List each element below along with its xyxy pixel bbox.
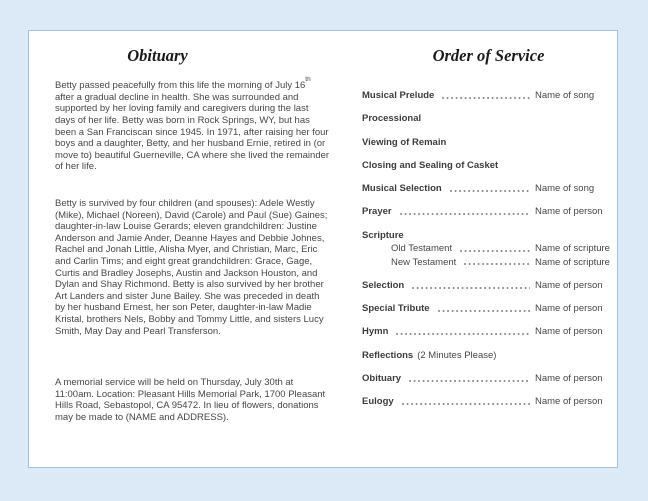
service-item-label: Musical Prelude <box>362 90 435 101</box>
date-superscript: th <box>305 76 311 83</box>
dotted-leader <box>396 332 530 336</box>
dotted-leader <box>464 262 530 266</box>
service-item <box>362 280 615 292</box>
service-item-value: Name of person <box>535 279 603 291</box>
service-item-value: Name of scripture <box>535 243 610 255</box>
service-item-value: Name of song <box>535 90 595 101</box>
dotted-leader <box>438 309 530 313</box>
service-item <box>362 137 615 149</box>
service-item-label: Closing and Sealing of Casket <box>362 159 499 171</box>
dotted-leader <box>460 249 530 253</box>
service-item <box>362 113 615 125</box>
service-item <box>362 160 615 172</box>
service-item-value: Name of person <box>535 373 603 385</box>
service-item <box>362 373 615 385</box>
obituary-paragraph-1 <box>55 77 331 173</box>
funeral-program-sheet <box>28 30 618 468</box>
order-of-service-heading: Order of Service <box>432 46 545 65</box>
obituary-paragraph-2: Betty is survived by four children (and spouses): Adele Westly (Mike), Michael (Noreen), David (Carole) and Paul (Sue) Gaines; daughter-in-law Louise Gerards; eleven grandchildren: Justine Anderson and Jamie Ander, Deanne Hayes and Debbie Johnes, Rachel and Jonah Little, Alisha Myer, and Christian, Marc, Eric and Carlin Tims; and eight great grandchildren: Grace, Gage, Curtis and Bradley Josephs, Austin and Jackson Houston, and Dylan and Shay Richmond. Betty is also survived by her brother Art Landers and sister June Bailey. She was preceded in death by her husband Ernest, her son Peter, daughter-in-law Madie Kristal, brothers Nels, Bobby and Tommy Little, and sisters Lucy Smith, May Day and Pearl Transferson. <box>55 198 328 337</box>
dotted-leader <box>409 379 530 383</box>
service-item <box>362 230 615 242</box>
dotted-leader <box>450 189 530 193</box>
service-item-value: Name of person <box>535 326 603 338</box>
service-item-label: Prayer <box>362 206 392 218</box>
service-item-label: New Testament <box>391 256 457 268</box>
service-item-label: Old Testament <box>391 243 453 255</box>
obituary-paragraph-1-text: Betty passed peacefully from this life the morning of July 16 <box>55 80 306 92</box>
service-sub-item <box>362 257 615 269</box>
service-item-note: (2 Minutes Please) <box>417 349 497 361</box>
dotted-leader <box>402 402 530 406</box>
service-item-label: Special Tribute <box>362 303 430 315</box>
service-item <box>362 206 615 218</box>
service-sub-item <box>362 243 615 255</box>
service-item-label: Reflections <box>362 349 414 361</box>
service-item-value: Name of person <box>535 396 603 408</box>
obituary-paragraph-3: A memorial service will be held on Thursday, July 30th at 11:00am. Location: Pleasant Hills Memorial Park, 1700 Pleasant Hills Road, Sebastopol, CA 95472. In lieu of flowers, donations may be made to (NAME and ADDRESS). <box>55 377 326 423</box>
service-item-label: Viewing of Remain <box>362 136 447 148</box>
service-item <box>362 350 615 362</box>
service-item <box>362 396 615 408</box>
service-item-label: Selection <box>362 279 405 291</box>
service-item-label: Eulogy <box>362 396 394 408</box>
service-item <box>362 326 615 338</box>
service-item-label: Processional <box>362 113 422 125</box>
service-item-value: Name of song <box>535 183 595 195</box>
service-item-value: Name of person <box>535 206 603 218</box>
dotted-leader <box>412 286 530 290</box>
service-item-label: Hymn <box>362 326 389 338</box>
service-item-label: Scripture <box>362 229 404 241</box>
service-item-value: Name of scripture <box>535 256 610 268</box>
service-item <box>362 183 615 195</box>
obituary-paragraph-1-continued: after a gradual decline in health. She was surrounded and supported by her loving family and caregivers during the last days of her life. Betty was born in Rock Springs, WY, but has been a San Franciscan since 1945. In 1971, after raising her four boys and a daughter, Betty, and her husband Ernie, retired in (or move to) beautiful Guerneville, CA where she lived the remainder of her life. <box>55 91 330 173</box>
service-item <box>362 90 615 102</box>
service-item-label: Obituary <box>362 373 402 385</box>
service-item <box>362 303 615 315</box>
service-item-list <box>362 90 615 420</box>
service-item-label: Musical Selection <box>362 183 442 195</box>
service-item-value: Name of person <box>535 303 603 315</box>
dotted-leader <box>442 96 530 100</box>
obituary-heading: Obituary <box>127 46 188 65</box>
dotted-leader <box>400 212 530 216</box>
